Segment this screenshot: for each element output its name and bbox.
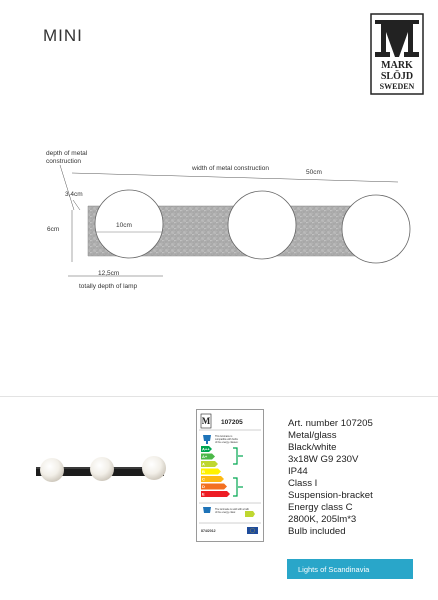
- width-metal-label: width of metal construction: [192, 165, 269, 172]
- total-depth-value: 12,5cm: [98, 270, 120, 277]
- class-a-plus: A+: [202, 454, 208, 460]
- logo-line-1: MARK: [381, 60, 413, 71]
- brand-logo: [369, 12, 425, 96]
- compat-text-2: compatible with bulbs: [215, 438, 238, 441]
- energy-label-card: [196, 409, 264, 542]
- total-depth-label: totally depth of lamp: [79, 283, 138, 290]
- depth-metal-label-1: depth of metal: [46, 150, 88, 157]
- globe-value: 10cm: [116, 222, 132, 229]
- spec-bulb: 3x18W G9 230V: [288, 454, 359, 466]
- logo-line-2: SLÖJD: [380, 71, 414, 82]
- spec-article-number: Art. number 107205: [288, 418, 373, 429]
- depth-value: 3,4cm: [65, 191, 83, 198]
- energy-logo-letter: M: [201, 416, 211, 426]
- logo-line-3: SWEDEN: [379, 82, 415, 91]
- footer-tagline: Lights of Scandinavia: [298, 564, 370, 574]
- height-value: 6cm: [47, 226, 60, 233]
- spec-mounting: Suspension-bracket: [288, 490, 373, 502]
- spec-class: Class I: [288, 478, 318, 490]
- spec-material: Metal/glass: [288, 430, 337, 442]
- product-specs: [288, 418, 373, 538]
- energy-label-graphic: [197, 410, 263, 541]
- product-title: MINI: [43, 26, 83, 45]
- class-b: B: [202, 469, 205, 475]
- brand-logo-graphic: [369, 12, 425, 96]
- sold-text-2: of the energy class:: [215, 511, 236, 514]
- class-a: A: [202, 461, 205, 467]
- section-divider: [0, 396, 438, 397]
- class-c: C: [202, 476, 205, 482]
- spec-ip-rating: IP44: [288, 466, 308, 478]
- footer-tagline-bar: [287, 559, 413, 579]
- width-value: 50cm: [306, 169, 322, 176]
- class-a-plus-plus: A++: [202, 446, 210, 452]
- spec-bulb-included: Bulb included: [288, 526, 346, 538]
- spec-color: Black/white: [288, 442, 337, 454]
- sold-text-1: The luminaire is sold with a bulb: [215, 508, 250, 511]
- class-e: E: [202, 491, 205, 497]
- depth-metal-label-2: construction: [46, 158, 82, 165]
- globe-right: [342, 195, 410, 263]
- compat-text-1: This luminaire is: [215, 435, 233, 438]
- energy-article-number: 107205: [221, 419, 243, 426]
- product-photo: [30, 450, 170, 492]
- spec-energy-class: Energy class C: [288, 502, 353, 514]
- product-photo-graphic: [30, 450, 170, 492]
- compat-text-3: of the energy classes:: [215, 441, 239, 444]
- spec-light-output: 2800K, 205lm*3: [288, 514, 357, 526]
- class-d: D: [202, 484, 205, 490]
- regulation-number: 874/2012: [201, 529, 216, 533]
- globe-middle: [228, 191, 296, 259]
